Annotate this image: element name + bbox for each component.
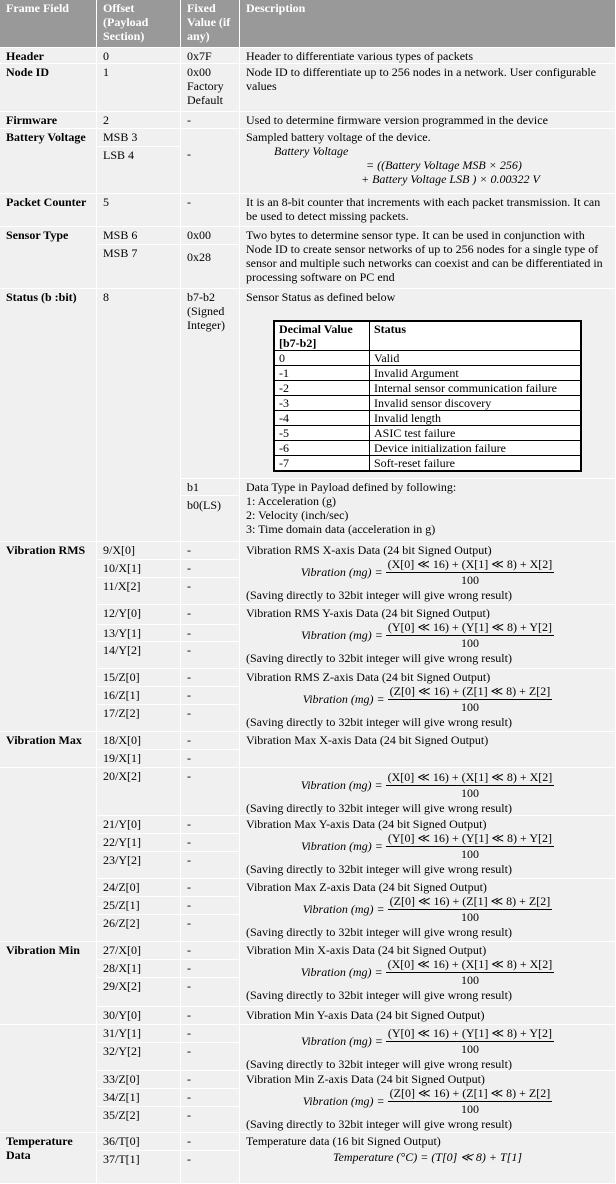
offset-19: 19/X[1] [97, 750, 181, 768]
status-decimal-value: -4 [275, 411, 370, 426]
field-sensor-type: Sensor Type [0, 227, 97, 289]
rms-x-formula: Vibration (mg) = $\frac{(X[0] ≪ 16) + (X[1] ≪ 8) + X[2]}{100}$ [300, 557, 553, 587]
desc-packet-counter: It is an 8-bit counter that increments with each packet transmission. It can be used to detect missing packets. [240, 194, 616, 227]
status-decimal-value: -7 [275, 456, 370, 471]
status-text: Invalid Argument [370, 366, 581, 381]
status-decimal-value: -5 [275, 426, 370, 441]
field-header: Header [0, 48, 97, 64]
max-z-formula: Vibration (mg) = $\frac{(Z[0] ≪ 16) + (Z[1] ≪ 8) + Z[2]}{100}$ [302, 894, 551, 924]
offset-node-id: 1 [97, 64, 181, 112]
field-node-id: Node ID [0, 64, 97, 112]
offset-14: 14/Y[2] [97, 642, 181, 669]
status-row [275, 426, 581, 441]
desc-temperature [240, 1133, 616, 1184]
fixed-status-b1: b1 [181, 479, 240, 496]
field-temperature: Temperature Data [0, 1133, 97, 1184]
field-packet-counter: Packet Counter [0, 194, 97, 227]
offset-34: 34/Z[1] [97, 1089, 181, 1107]
max-y-note: (Saving directly to 32bit integer will give wrong result) [246, 862, 512, 876]
offset-33: 33/Z[0] [97, 1071, 181, 1089]
desc-battery [240, 129, 616, 194]
status-row [275, 351, 581, 366]
offset-battery-lsb: LSB 4 [97, 147, 181, 194]
field-vibration-rms: Vibration RMS [0, 542, 97, 732]
offset-24: 24/Z[0] [97, 879, 181, 897]
offset-header: 0 [97, 48, 181, 64]
battery-eq-line3: + Battery Voltage LSB ) × 0.00322 V [361, 172, 540, 186]
fixed-status-b0: b0(LS) [181, 496, 240, 542]
fixed-18: - [181, 732, 240, 750]
offset-27: 27/X[0] [97, 942, 181, 960]
status-text: Invalid sensor discovery [370, 396, 581, 411]
offset-16: 16/Z[1] [97, 687, 181, 705]
offset-37: 37/T[1] [97, 1151, 181, 1184]
status-text: Device initialization failure [370, 441, 581, 456]
field-firmware: Firmware [0, 112, 97, 129]
min-z-note: (Saving directly to 32bit integer will give wrong result) [246, 1117, 512, 1131]
desc-max-z [240, 879, 616, 942]
offset-15: 15/Z[0] [97, 669, 181, 687]
desc-max-x-title: Vibration Max X-axis Data (24 bit Signed Output) [240, 732, 616, 768]
min-x-formula: Vibration (mg) = $\frac{(X[0] ≪ 16) + (X[1] ≪ 8) + X[2]}{100}$ [300, 957, 553, 987]
fixed-29: - [181, 978, 240, 1007]
offset-firmware: 2 [97, 112, 181, 129]
fixed-19: - [181, 750, 240, 768]
datatype-2: 2: Velocity (inch/sec) [246, 508, 349, 522]
status-decimal-value: -6 [275, 441, 370, 456]
desc-max-x [240, 768, 616, 816]
max-z-note: (Saving directly to 32bit integer will give wrong result) [246, 925, 512, 939]
offset-18: 18/X[0] [97, 732, 181, 750]
status-text: Soft-reset failure [370, 456, 581, 471]
offset-10: 10/X[1] [97, 560, 181, 578]
fixed-31: - [181, 1025, 240, 1043]
offset-12: 12/Y[0] [97, 605, 181, 625]
min-y-formula: Vibration (mg) = $\frac{(Y[0] ≪ 16) + (Y[1] ≪ 8) + Y[2]}{100}$ [300, 1026, 553, 1056]
field-vibration-max-cont [0, 768, 97, 942]
fixed-37: - [181, 1151, 240, 1184]
rms-x-note: (Saving directly to 32bit integer will give wrong result) [246, 588, 512, 602]
status-text: Invalid length [370, 411, 581, 426]
temperature-title: Temperature data (16 bit Signed Output) [246, 1134, 441, 1148]
fixed-10: - [181, 560, 240, 578]
desc-rms-x [240, 542, 616, 605]
max-x-note: (Saving directly to 32bit integer will give wrong result) [246, 801, 512, 815]
fixed-22: - [181, 834, 240, 852]
header-offset: Offset (Payload Section) [97, 0, 181, 48]
status-row [275, 411, 581, 426]
min-x-note: (Saving directly to 32bit integer will give wrong result) [246, 988, 512, 1002]
field-vibration-min-cont [0, 1025, 97, 1133]
desc-header: Header to differentiate various types of packets [240, 48, 616, 64]
fixed-sensor-0x00: 0x00 [181, 227, 240, 245]
offset-13: 13/Y[1] [97, 625, 181, 642]
status-decimal-value: 0 [275, 351, 370, 366]
offset-28: 28/X[1] [97, 960, 181, 978]
fixed-17: - [181, 705, 240, 732]
offset-22: 22/Y[1] [97, 834, 181, 852]
datatype-1: 1: Acceleration (g) [246, 494, 336, 508]
offset-23: 23/Y[2] [97, 852, 181, 879]
fixed-9: - [181, 542, 240, 560]
desc-sensor-type: Two bytes to determine sensor type. It can be used in conjunction with Node ID to create sensor networks of up to 256 nodes for a single type of sensor and multiple such networks can coexist and can be differentiated in processing software on PC end [240, 227, 616, 289]
fixed-header: 0x7F [181, 48, 240, 64]
fixed-30: - [181, 1007, 240, 1025]
fixed-33: - [181, 1071, 240, 1089]
offset-9: 9/X[0] [97, 542, 181, 560]
offset-11: 11/X[2] [97, 578, 181, 605]
battery-eq-line1: Battery Voltage [274, 144, 349, 158]
fixed-sensor-0x28: 0x28 [181, 245, 240, 289]
offset-32: 32/Y[2] [97, 1043, 181, 1071]
fixed-11: - [181, 578, 240, 605]
max-y-title: Vibration Max Y-axis Data (24 bit Signed Output) [246, 817, 487, 831]
max-y-formula: Vibration (mg) = $\frac{(Y[0] ≪ 16) + (Y[1] ≪ 8) + Y[2]}{100}$ [300, 831, 553, 861]
min-z-title: Vibration Min Z-axis Data (24 bit Signed Output) [246, 1072, 485, 1086]
desc-rms-y [240, 605, 616, 669]
status-row [275, 441, 581, 456]
rms-x-title: Vibration RMS X-axis Data (24 bit Signed Output) [246, 543, 492, 557]
desc-firmware: Used to determine firmware version programmed in the device [240, 112, 616, 129]
status-row [275, 456, 581, 471]
fixed-23: - [181, 852, 240, 879]
max-z-title: Vibration Max Z-axis Data (24 bit Signed Output) [246, 880, 487, 894]
fixed-battery: - [181, 129, 240, 194]
max-x-formula: Vibration (mg) = $\frac{(X[0] ≪ 16) + (X[1] ≪ 8) + X[2]}{100}$ [300, 770, 553, 800]
rms-y-note: (Saving directly to 32bit integer will give wrong result) [246, 651, 512, 665]
min-y-note: (Saving directly to 32bit integer will give wrong result) [246, 1057, 512, 1071]
status-col-decimal: Decimal Value [b7-b2] [275, 322, 370, 351]
fixed-20: - [181, 768, 240, 816]
rms-y-title: Vibration RMS Y-axis Data (24 bit Signed Output) [246, 606, 490, 620]
field-battery: Battery Voltage [0, 129, 97, 194]
fixed-packet-counter: - [181, 194, 240, 227]
offset-35: 35/Z[2] [97, 1107, 181, 1133]
status-row [275, 381, 581, 396]
min-z-formula: Vibration (mg) = $\frac{(Z[0] ≪ 16) + (Z[1] ≪ 8) + Z[2]}{100}$ [302, 1086, 551, 1116]
desc-node-id: Node ID to differentiate up to 256 nodes in a network. User configurable values [240, 64, 616, 112]
fixed-34: - [181, 1089, 240, 1107]
header-fixed-value: Fixed Value (if any) [181, 0, 240, 48]
status-decimal-value: -1 [275, 366, 370, 381]
offset-26: 26/Z[2] [97, 915, 181, 942]
datatype-3: 3: Time domain data (acceleration in g) [246, 522, 436, 536]
offset-30: 30/Y[0] [97, 1007, 181, 1025]
battery-eq-line2: = ((Battery Voltage MSB × 256) [366, 158, 522, 172]
fixed-36: - [181, 1133, 240, 1151]
fixed-21: - [181, 816, 240, 834]
rms-z-formula: Vibration (mg) = $\frac{(Z[0] ≪ 16) + (Z[1] ≪ 8) + Z[2]}{100}$ [302, 684, 551, 714]
status-text: Valid [370, 351, 581, 366]
offset-36: 36/T[0] [97, 1133, 181, 1151]
fixed-14: - [181, 642, 240, 669]
rms-z-note: (Saving directly to 32bit integer will give wrong result) [246, 715, 512, 729]
fixed-28: - [181, 960, 240, 978]
desc-max-y [240, 816, 616, 879]
battery-desc-text: Sampled battery voltage of the device. [246, 130, 431, 144]
temperature-formula: Temperature (°C) = (T[0] ≪ 8) + T[1] [332, 1150, 523, 1164]
status-text: Internal sensor communication failure [370, 381, 581, 396]
desc-min-y-title: Vibration Min Y-axis Data (24 bit Signed Output) [240, 1007, 616, 1025]
offset-sensor-msb7: MSB 7 [97, 245, 181, 289]
datatype-title: Data Type in Payload defined by following: [246, 480, 457, 494]
desc-min-y [240, 1025, 616, 1071]
offset-sensor-msb6: MSB 6 [97, 227, 181, 245]
desc-min-z [240, 1071, 616, 1133]
fixed-status-b7b2: b7-b2 (Signed Integer) [181, 289, 240, 479]
fixed-26: - [181, 915, 240, 942]
desc-status-datatype [240, 479, 616, 542]
fixed-15: - [181, 669, 240, 687]
fixed-27: - [181, 942, 240, 960]
fixed-node-id: 0x00 Factory Default [181, 64, 240, 112]
fixed-firmware: - [181, 112, 240, 129]
status-decimal-value: -2 [275, 381, 370, 396]
fixed-16: - [181, 687, 240, 705]
fixed-12: - [181, 605, 240, 625]
offset-status: 8 [97, 289, 181, 542]
header-frame-field: Frame Field [0, 0, 97, 48]
min-x-title: Vibration Min X-axis Data (24 bit Signed Output) [246, 943, 487, 957]
fixed-13: - [181, 625, 240, 642]
status-col-status: Status [370, 322, 581, 351]
offset-29: 29/X[2] [97, 978, 181, 1007]
fixed-24: - [181, 879, 240, 897]
fixed-25: - [181, 897, 240, 915]
offset-battery-msb: MSB 3 [97, 129, 181, 147]
offset-17: 17/Z[2] [97, 705, 181, 732]
offset-31: 31/Y[1] [97, 1025, 181, 1043]
fixed-32: - [181, 1043, 240, 1071]
field-vibration-max: Vibration Max [0, 732, 97, 768]
status-code-table [273, 320, 582, 472]
desc-status: Sensor Status as defined below [240, 289, 616, 479]
header-description: Description [240, 0, 616, 48]
rms-z-title: Vibration RMS Z-axis Data (24 bit Signed Output) [246, 670, 491, 684]
field-status: Status (b :bit) [0, 289, 97, 542]
offset-packet-counter: 5 [97, 194, 181, 227]
status-row [275, 366, 581, 381]
offset-25: 25/Z[1] [97, 897, 181, 915]
fixed-35: - [181, 1107, 240, 1133]
field-vibration-min: Vibration Min [0, 942, 97, 1025]
offset-20: 20/X[2] [97, 768, 181, 816]
desc-min-x [240, 942, 616, 1007]
status-row [275, 396, 581, 411]
rms-y-formula: Vibration (mg) = $\frac{(Y[0] ≪ 16) + (Y[1] ≪ 8) + Y[2]}{100}$ [300, 620, 553, 650]
offset-21: 21/Y[0] [97, 816, 181, 834]
desc-rms-z [240, 669, 616, 732]
status-text: ASIC test failure [370, 426, 581, 441]
status-decimal-value: -3 [275, 396, 370, 411]
